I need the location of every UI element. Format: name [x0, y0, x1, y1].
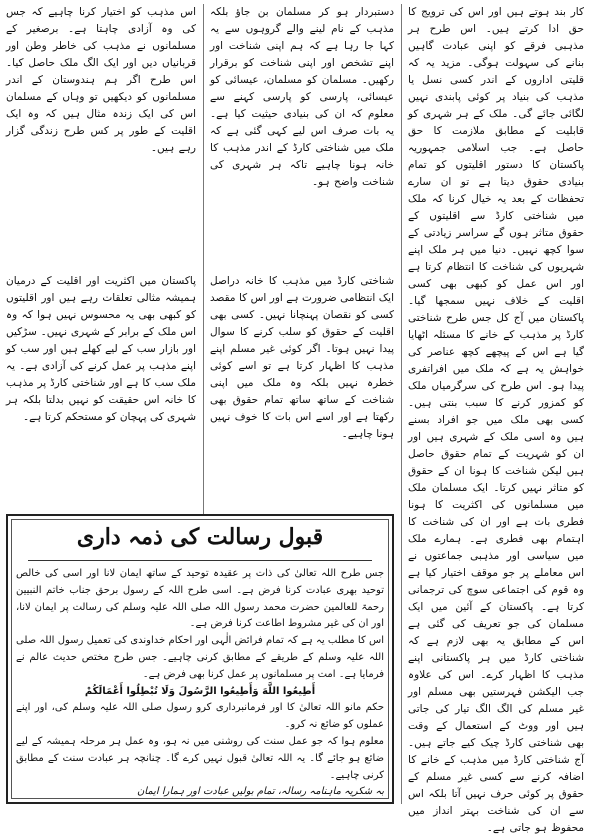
- column-divider: [401, 4, 402, 804]
- boxed-article: [6, 514, 394, 804]
- article-text-left: اس مذہب کو اختیار کرنا چاہیے کہ جس کی وہ آزادی چاہتا ہے۔ برصغیر کے مسلمانوں نے مذہب کی خاطر وطن اور قربانیاں دیں اور ایک الگ ملک حاصل کیا۔ اس طرح اگر ہم ہندوستان کے اندر مسلمانوں کو دیکھیں تو وہاں کے مسلمان اس کی ایک زندہ مثال ہیں کہ وہ ایک اقلیت کے طور پر کس طرح زندگی گزار رہے ہیں۔: [6, 6, 196, 154]
- column-divider: [203, 262, 204, 514]
- box-signature: بہ شکریہ ماہنامہ رسالہ، تمام بولیں عبادت اور ہمارا ایمان: [136, 786, 384, 798]
- article-text-middle-lower: شناختی کارڈ میں مذہب کا خانہ دراصل ایک انتظامی ضرورت ہے اور اس کا مقصد کسی کو نقصان پہنچانا نہیں۔ کسی بھی اقلیت کے حقوق کو سلب کرنے کا سوال پیدا نہیں ہوتا۔ اگر کوئی غیر مسلم اپنے مذہب کا اظہار کرتا ہے تو اسے کوئی خطرہ نہیں بلکہ وہ ملک میں اپنی شناخت کے ساتھ ساتھ تمام حقوق بھی رکھتا ہے اور اسے اس بات کا خوف نہیں ہونا چاہیے۔: [210, 274, 394, 440]
- article-text-right: کار بند ہوتے ہیں اور اس کی ترویج کا حق ادا کرتے ہیں۔ اس طرح ہر مذہبی فرقے کو اپنی عبادت گاہیں بنانے کی سہولت ہوگی۔ مزید یہ کہ قلیتی اداروں کے اندر کسی نسل یا مذہب کی بنیاد پر کوئی پابندی نہیں لگائی جائے گی۔ ملک کے ہر شہری کو قابلیت کے مطابق ملازمت کا حق حاصل ہے۔ جب اسلامی جمہوریہ پاکستان کا دستور اقلیتوں کو تمام بنیادی حقوق دیتا ہے تو ان سارے تحفظات کے بعد یہ خیال کرنا کہ ملک میں شناختی کارڈ سے اقلیتوں کے حقوق متاثر ہوں گے سراسر زیادتی کے سوا کچھ نہیں۔ دنیا میں ہر ملک اپنے شہریوں کی شناخت کا انتظام کرتا ہے اور اس عمل کو کبھی بھی کسی اقلیت کے خلاف نہیں سمجھا گیا۔ پاکستان میں آج کل جس طرح شناختی کارڈ پر مذہب کے خانے کا مسئلہ اٹھایا گیا ہے اس کے پیچھے کچھ عناصر کی خواہش یہ ہے کہ ملک میں افراتفری پیدا ہو۔ اس طرح کی سرگرمیاں ملک کو کمزور کرنے کا سبب بنتی ہیں۔ کسی بھی ملک میں جو افراد بسنے ہیں وہ اسی ملک کے شہری ہیں اور ان کو شہریت کے تمام حقوق حاصل ہیں لیکن شناخت کا ہونا ان کے حقوق کو متاثر نہیں کرتا۔ ایک مسلمان ملک میں مسلمانوں کی اکثریت کا ہونا فطری بات ہے اور ان کی شناخت کا اہتمام بھی فطری ہے۔ ہمارے ملک میں سیاسی اور مذہبی جماعتوں نے اس معاملے پر جو موقف اختیار کیا ہے وہ قوم کی اجتماعی سوچ کی ترجمانی کرتا ہے۔ پاکستان کے آئین میں ایک مسلمان کی جو تعریف کی گئی ہے اس کے مطابق یہ بھی لازم ہے کہ شناختی کارڈ میں ہر پاکستانی اپنے مذہب کا اظہار کرے۔ اس کی علاوہ جب الیکشن فہرستیں بھی مسلم اور غیر مسلم کی الگ الگ تیار کی جاتی ہیں اور ووٹ کے استعمال کے وقت بھی شناختی کارڈ چیک کیے جاتے ہیں۔ آج شناختی کارڈ میں مذہب کے خانے کا اضافہ کرنے سے کسی غیر مسلم کے حقوق پر کوئی حرف نہیں آتا بلکہ اس سے ان کی شناخت بہتر انداز میں محفوظ ہو جاتی ہے۔: [408, 6, 584, 834]
- box-body: [16, 566, 384, 798]
- article-column-left-lower: [6, 262, 196, 514]
- box-quran-verse: أَطِيعُوا اللَّهَ وَأَطِيعُوا الرَّسُولَ وَلَا تُبْطِلُوا أَعْمَالَكُمْ: [84, 685, 316, 697]
- box-headline: قبول رسالت کی ذمہ داری: [76, 524, 324, 550]
- article-column-left: [6, 4, 196, 262]
- box-paragraph: جس طرح اللہ تعالیٰ کی ذات پر عقیدہ توحید کے ساتھ ایمان لانا اور اسی کی خالص توحید بھری عبادت کرنا فرض ہے۔ اسی طرح اللہ کے رسول برحق جناب خاتم النبیین رحمۃ للعالمین حضرت محمد رسول اللہ صلی اللہ علیہ وسلم کی رسالت پر ایمان لانا، اور ان کی غیر مشروط اطاعت کرنا فرض ہے۔: [16, 568, 384, 630]
- box-paragraph: حکم مانو اللہ تعالیٰ کا اور فرمانبرداری کرو رسول صلی اللہ علیہ وسلم کی، اور اپنے عملوں کو ضائع نہ کرو۔: [16, 702, 384, 731]
- box-paragraph: اس کا مطلب یہ ہے کہ تمام فرائض الٰہی اور احکام خداوندی کی تعمیل رسول اللہ صلی اللہ علیہ وسلم کے طریقے کے مطابق کرنی چاہیے۔ جس طرح مختص حدیث عالم نے فرمایا ہے۔ امت پر مسلمانوں پر عمل کرنا بھی فرض ہے۔: [16, 635, 384, 680]
- article-text-left-lower: پاکستان میں اکثریت اور اقلیت کے درمیان ہمیشہ مثالی تعلقات رہے ہیں اور اقلیتوں کو کبھی بھی یہ محسوس نہیں ہوا کہ وہ اس ملک کے برابر کے شہری نہیں۔ سڑکیں اور بازار سب کے لیے کھلے ہیں اور سب کو اپنے مذہب پر عمل کرنے کی آزادی ہے۔ یہ ملک سب کا ہے اور شناختی کارڈ پر مذہب کا خانہ اس حقیقت کو نہیں بدلتا بلکہ ہر شہری کی پہچان کو مستحکم کرتا ہے۔: [6, 274, 196, 423]
- box-paragraph: معلوم ہوا کہ جو عمل سنت کی روشنی میں نہ ہو، وہ عمل ہر مرحلہ ہمیشہ کے لیے ضائع ہو جائے گا۔ یہ اللہ تعالیٰ قبول نہیں کرے گا۔ چنانچہ ہر عبادت سنت کے مطابق کرنی چاہیے۔: [16, 735, 384, 781]
- headline-rule: [28, 560, 372, 561]
- article-column-right: [408, 4, 584, 834]
- article-column-middle: [210, 4, 394, 262]
- column-divider: [203, 4, 204, 262]
- article-column-middle-lower: [210, 262, 394, 514]
- article-text-middle: دستبردار ہو کر مسلمان بن جاؤ بلکہ مذہب کے نام لینے والے گروہوں سے یہ کہا جا رہا ہے کہ ہم اپنی شناخت اور اپنے تشخص اور اپنی شناخت کو برقرار رکھیں۔ مسلمان کو مسلمان، عیسائی کو عیسائی، پارسی کو پارسی کہنے سے معلوم کہ ان کی بنیادی حیثیت کیا ہے۔ یہ بات صرف اس لیے کہی گئی ہے کہ ملک میں شناختی کارڈ کے اندر مذہب کا خانہ ہونا چاہیے تاکہ ہر شہری کی شناخت واضح ہو۔: [210, 6, 394, 188]
